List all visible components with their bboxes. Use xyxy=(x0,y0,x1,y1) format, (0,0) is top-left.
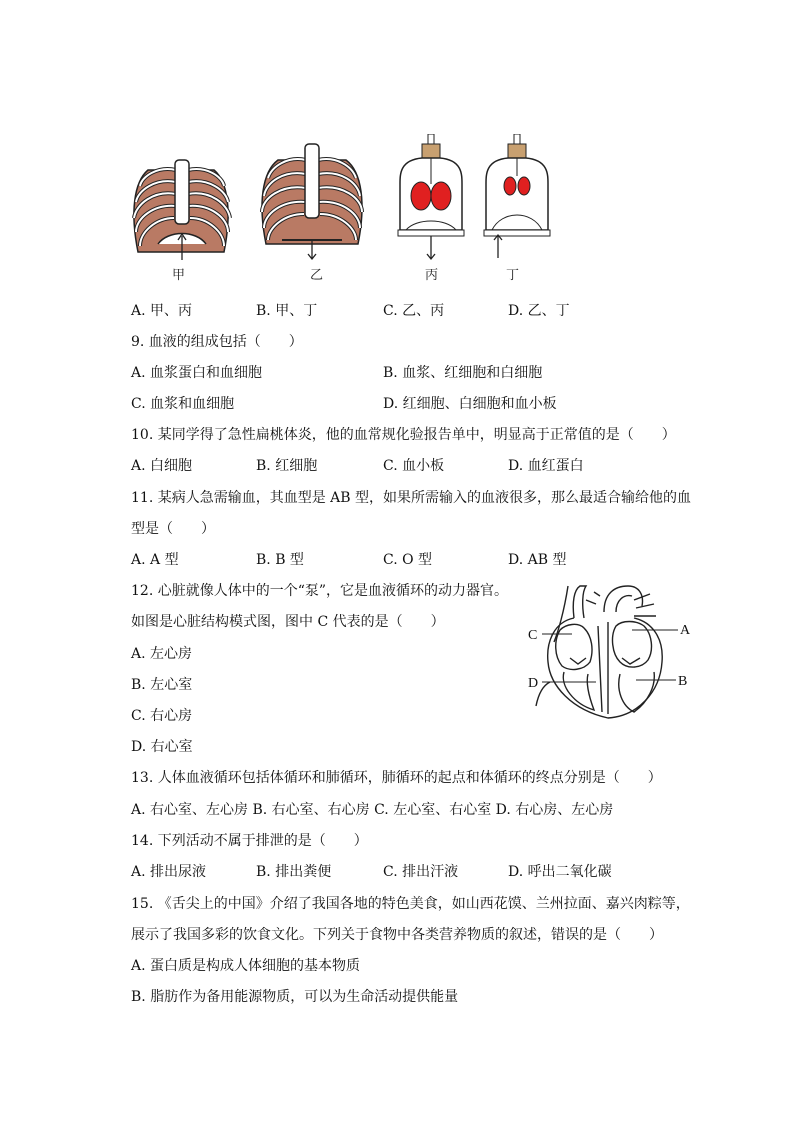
q10-stem: 10. 某同学得了急性扁桃体炎，他的血常规化验报告单中，明显高于正常值的是（ ） xyxy=(131,427,676,443)
q8-option-c: C. 乙、丙 xyxy=(383,303,445,319)
q14-option-b: B. 排出粪便 xyxy=(256,864,332,880)
bell-jar-figure-bing xyxy=(396,134,468,264)
figure-caption-bing: 丙 xyxy=(425,268,439,283)
q9-option-d: D. 红细胞、白细胞和血小板 xyxy=(383,396,557,412)
figure-caption-ding: 丁 xyxy=(506,268,520,283)
q8-option-a: A. 甲、丙 xyxy=(131,303,193,319)
q10-option-d: D. 血红蛋白 xyxy=(508,458,584,474)
q12-option-a: A. 左心房 xyxy=(131,646,193,662)
figure-caption-jia: 甲 xyxy=(172,268,186,283)
q11-option-d: D. AB 型 xyxy=(508,552,567,568)
q10-option-c: C. 血小板 xyxy=(383,458,445,474)
q15-option-b: B. 脂肪作为备用能源物质，可以为生命活动提供能量 xyxy=(131,989,459,1005)
heart-diagram xyxy=(524,582,696,722)
heart-label-b: B xyxy=(678,674,688,689)
q15-option-a: A. 蛋白质是构成人体细胞的基本物质 xyxy=(131,958,361,974)
ribcage-figure-yi xyxy=(256,140,368,260)
q14-stem: 14. 下列活动不属于排泄的是（ ） xyxy=(131,833,368,849)
heart-label-d: D xyxy=(528,676,539,691)
q11-stem-line2: 型是（ ） xyxy=(131,521,215,537)
q12-stem-line2: 如图是心脏结构模式图，图中 C 代表的是（ ） xyxy=(131,614,445,630)
q11-stem-line1: 11. 某病人急需输血，其血型是 AB 型，如果所需输入的血液很多，那么最适合输给他的血 xyxy=(131,490,692,506)
figure-caption-yi: 乙 xyxy=(310,268,324,283)
q11-option-b: B. B 型 xyxy=(256,552,304,568)
q8-option-d: D. 乙、丁 xyxy=(508,303,570,319)
q14-option-d: D. 呼出二氧化碳 xyxy=(508,864,612,880)
q11-option-a: A. A 型 xyxy=(131,552,179,568)
q14-option-a: A. 排出尿液 xyxy=(131,864,207,880)
q13-options: A. 右心室、左心房 B. 右心室、右心房 C. 左心室、右心室 D. 右心房、左心房 xyxy=(131,802,614,818)
ribcage-figure-jia xyxy=(128,152,236,264)
q12-option-c: C. 右心房 xyxy=(131,708,193,724)
q12-option-d: D. 右心室 xyxy=(131,739,193,755)
q9-option-b: B. 血浆、红细胞和白细胞 xyxy=(383,365,543,381)
q12-option-b: B. 左心室 xyxy=(131,677,193,693)
q10-option-b: B. 红细胞 xyxy=(256,458,318,474)
q8-option-b: B. 甲、丁 xyxy=(256,303,318,319)
heart-label-c: C xyxy=(528,628,538,643)
q9-option-c: C. 血浆和血细胞 xyxy=(131,396,235,412)
q11-option-c: C. O 型 xyxy=(383,552,433,568)
q9-option-a: A. 血浆蛋白和血细胞 xyxy=(131,365,263,381)
heart-label-a: A xyxy=(680,623,691,638)
q13-stem: 13. 人体血液循环包括体循环和肺循环，肺循环的起点和体循环的终点分别是（ ） xyxy=(131,770,662,786)
q15-stem-line1: 15. 《舌尖上的中国》介绍了我国各地的特色美食，如山西花馍、兰州拉面、嘉兴肉粽等， xyxy=(131,896,690,912)
q14-option-c: C. 排出汗液 xyxy=(383,864,459,880)
q9-stem: 9. 血液的组成包括（ ） xyxy=(131,334,303,350)
bell-jar-figure-ding xyxy=(482,134,554,264)
q12-stem-line1: 12. 心脏就像人体中的一个“泵”，它是血液循环的动力器官。 xyxy=(131,583,509,599)
q10-option-a: A. 白细胞 xyxy=(131,458,193,474)
q15-stem-line2: 展示了我国多彩的饮食文化。下列关于食物中各类营养物质的叙述，错误的是（ ） xyxy=(131,927,663,943)
